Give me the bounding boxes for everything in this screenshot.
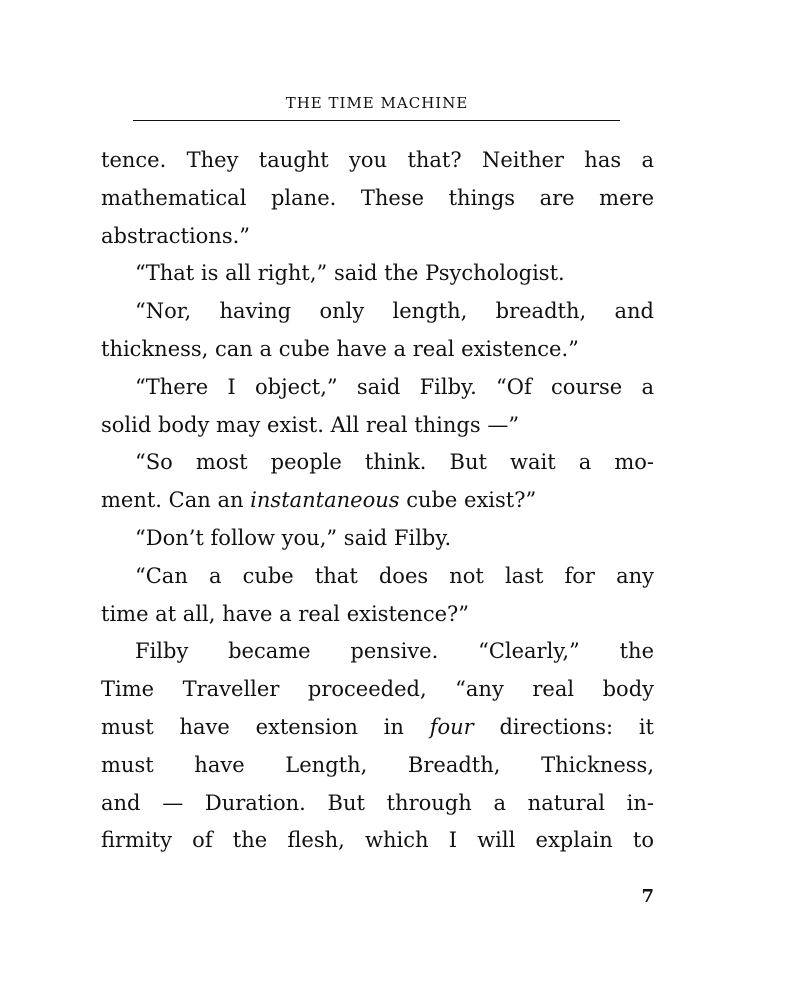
text-line: and — Duration. But through a natural in- xyxy=(101,790,654,815)
page-number: 7 xyxy=(641,886,654,907)
body-text xyxy=(101,142,654,860)
text-line: “Don’t follow you,” said Filby. xyxy=(135,525,452,550)
text-line: “There I object,” said Filby. “Of course a xyxy=(135,374,654,399)
text-line: “So most people think. But wait a mo- xyxy=(135,450,654,475)
text-line: tence. They taught you that? Neither has a xyxy=(101,148,654,172)
emphasis: four xyxy=(429,714,474,739)
text-segment: must have extension in xyxy=(101,714,430,739)
text-line: mathematical plane. These things are mere xyxy=(101,185,654,210)
text-line xyxy=(101,709,654,747)
header-rule xyxy=(133,120,620,121)
text-line: Filby became pensive. “Clearly,” the xyxy=(135,639,654,664)
text-line: must have Length, Breadth, Thickness, xyxy=(101,752,654,777)
text-line: Time Traveller proceeded, “any real body xyxy=(101,677,654,702)
emphasis: instantaneous xyxy=(250,488,400,513)
text-line: abstractions.” xyxy=(101,223,251,248)
text-line: “Nor, having only length, breadth, and xyxy=(135,299,654,324)
text-line: “That is all right,” said the Psychologist. xyxy=(135,261,565,286)
text-segment: cube exist?” xyxy=(399,488,537,513)
running-head: THE TIME MACHINE xyxy=(285,94,469,112)
text-segment: ment. Can an xyxy=(101,488,251,513)
text-line: solid body may exist. All real things —” xyxy=(101,412,520,437)
text-line: firmity of the flesh, which I will explain to xyxy=(101,828,654,853)
text-line: time at all, have a real existence?” xyxy=(101,601,470,626)
text-line xyxy=(101,482,654,520)
text-line: thickness, can a cube have a real existence.” xyxy=(101,336,579,361)
text-line: “Can a cube that does not last for any xyxy=(135,563,654,588)
text-segment: directions: it xyxy=(473,714,654,739)
